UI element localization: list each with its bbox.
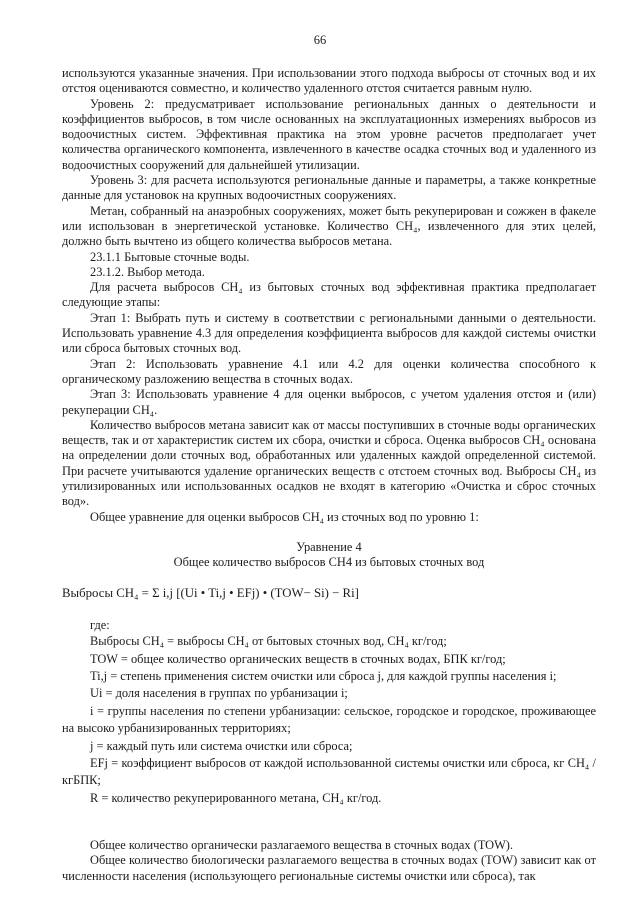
page-number: 66 xyxy=(313,33,327,47)
definition-item: TOW = общее количество органических веществ в сточных водах, БПК кг/год; xyxy=(90,651,506,666)
equation-title: Общее количество выбросов CH4 из бытовых сточных вод xyxy=(173,555,485,570)
paragraph: Общее количество органически разлагаемого вещества в сточных водах (TOW). xyxy=(90,838,514,853)
equation-label: Уравнение 4 xyxy=(296,539,362,554)
paragraph: Уровень 2: предусматривает использование региональных данных о деятельности и коэффициентов выбросов, в том числе основанных на эксплуатационных измерениях выбросов из водоочистных систем. Эффективная практика на этом уровне расчетов предполагает учет количества органического компонента, извлеченного в качестве осадка сточных вод и удаленного из водоочистных сооружений для дальнейшей утилизации. xyxy=(62,96,596,172)
stage-item: Этап 2: Использовать уравнение 4.1 или 4.2 для оценки количества способного к органическому разложению вещества в сточных водах. xyxy=(62,356,596,386)
paragraph: Общее уравнение для оценки выбросов CH₄ из сточных вод по уровню 1: xyxy=(90,509,479,524)
paragraph: Метан, собранный на анаэробных сооружениях, может быть рекуперирован и сожжен в факеле или использован в энергетической установке. Количество CH₄, извлеченного для этих целей, должно быть вычтено из общего количества выбросов метана. xyxy=(62,203,596,249)
paragraph: используются указанные значения. При использовании этого подхода выбросы от сточных вод и их отстоя оцениваются совместно, и количество удаленного отстоя считается равным нулю. xyxy=(62,66,596,96)
stage-item: Этап 1: Выбрать путь и систему в соответствии с региональными данными о деятельности. Использовать уравнение 4.3 для определения коэффициента выбросов для каждой системы очистки или сброса бытовых сточных вод. xyxy=(62,310,596,356)
definition-item: Ti,j = степень применения систем очистки или сброса j, для каждой группы населения i; xyxy=(90,668,557,683)
definition-item: j = каждый путь или система очистки или сброса; xyxy=(90,738,353,753)
section-heading: 23.1.1 Бытовые сточные воды. xyxy=(90,249,250,264)
definition-item: i = группы населения по степени урбанизации: сельское, городское и городское, проживающее на высоко урбанизированных территориях; xyxy=(62,703,596,736)
where-label: где: xyxy=(90,617,110,632)
paragraph: Для расчета выбросов CH₄ из бытовых сточных вод эффективная практика предполагает следующие этапы: xyxy=(62,280,596,310)
document-body xyxy=(62,66,596,884)
stage-item: Этап 3: Использовать уравнение 4 для оценки выбросов, с учетом удаления отстоя и (или) рекуперации CH₄. xyxy=(62,387,596,417)
definition-item: Выбросы CH₄ = выбросы CH₄ от бытовых сточных вод, CH₄ кг/год; xyxy=(90,634,447,649)
equation-formula: Выбросы CH₄ = Σ i,j [(Ui • Ti,j • EFj) • (TOW− Si) − Ri] xyxy=(62,585,359,600)
definition-item: Ui = доля населения в группах по урбанизации i; xyxy=(90,686,348,701)
subsection-heading: 23.1.2. Выбор метода. xyxy=(90,264,205,279)
paragraph: Общее количество биологически разлагаемого вещества в сточных водах (TOW) зависит как от численности населения (использующего региональные системы очистки или сброса), так xyxy=(62,853,596,883)
paragraph: Уровень 3: для расчета используются региональные данные и параметры, а также конкретные данные для установок на крупных водоочистных сооружениях. xyxy=(62,173,596,203)
definitions-list xyxy=(62,633,596,807)
definition-item: EFj = коэффициент выбросов от каждой использованной системы очистки или сброса, кг CH₄ /кгБПК; xyxy=(62,755,596,788)
paragraph: Количество выбросов метана зависит как от массы поступивших в сточные воды органических веществ, так и от характеристик систем их сбора, очистки и сброса. Оценка выбросов CH₄ основана на определении доли сточных вод, обработанных или удаленных каждой определенной системой. При расчете учитываются удаление органических веществ с отстоем сточных вод. Выбросы CH₄ из утилизированных или использованных осадков не входят в категорию «Очистка и сброс сточных вод». xyxy=(62,417,596,509)
definition-item: R = количество рекуперированного метана, CH₄ кг/год. xyxy=(90,790,382,805)
